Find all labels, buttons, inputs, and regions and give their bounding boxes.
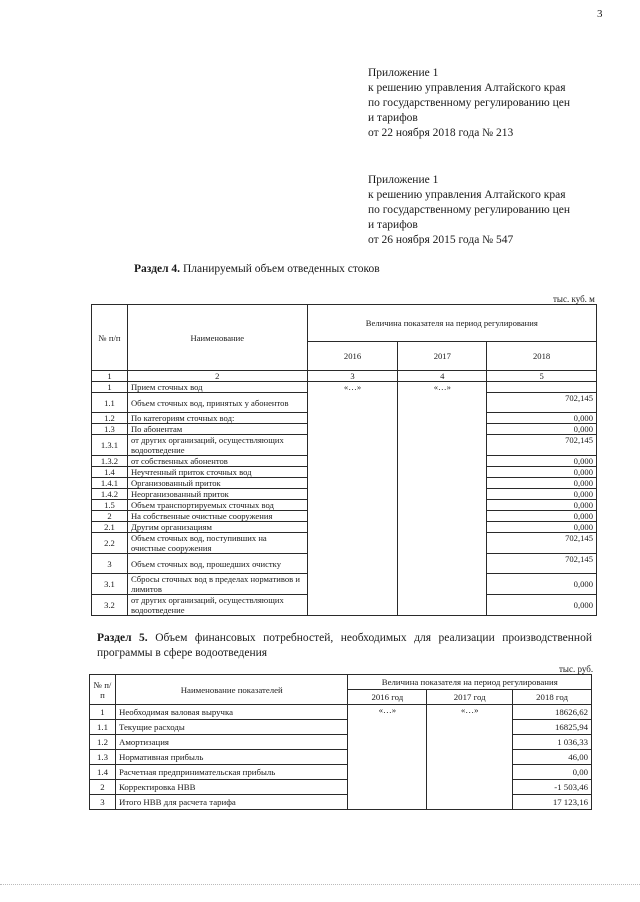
- row-name: от других организаций, осуществляющих водоотведение: [127, 435, 307, 456]
- value-2018: [487, 382, 597, 393]
- value-2018: 1 036,33: [513, 735, 592, 750]
- value-2018: 0,000: [487, 511, 597, 522]
- section5-unit: тыс. руб.: [559, 664, 594, 674]
- value-2017-merged: [427, 705, 513, 810]
- scan-edge-divider: [0, 884, 640, 885]
- value-2018: 702,145: [487, 554, 597, 574]
- value-2018: 18626,62: [513, 705, 592, 720]
- value-2018: 702,145: [487, 393, 597, 413]
- section4-label: Раздел 4.: [134, 263, 181, 275]
- value-2018: 0,000: [487, 424, 597, 435]
- col-header-2017: 2017 год: [427, 690, 513, 705]
- table-row: [90, 795, 592, 810]
- column-number: 3: [307, 371, 398, 382]
- row-name: Объем сточных вод, принятых у абонентов: [127, 393, 307, 413]
- column-number-row: [92, 371, 597, 382]
- row-name: Расчетная предпринимательская прибыль: [115, 765, 348, 780]
- col-header-name: Наименование показателей: [115, 675, 348, 705]
- row-number: 1: [92, 382, 128, 393]
- row-number: 1.3: [90, 750, 116, 765]
- value-2016-merged: [307, 382, 398, 616]
- row-number: 1.1: [92, 393, 128, 413]
- col-header-period: Величина показателя на период регулирования: [307, 305, 596, 342]
- col-header-num: № п/п: [90, 675, 116, 705]
- row-number: 3.2: [92, 595, 128, 616]
- section5-title: Объем финансовых потребностей, необходимых для реализации производственной программы в сфере водоотведения: [97, 632, 592, 659]
- appendix-line: по государственному регулированию цен: [368, 204, 571, 216]
- row-number: 3.1: [92, 574, 128, 595]
- appendix-line: к решению управления Алтайского края: [368, 189, 566, 201]
- table-row: [92, 382, 597, 393]
- value-2017-merged: [398, 382, 487, 616]
- value-2018: 0,00: [513, 765, 592, 780]
- value-2018: 0,000: [487, 413, 597, 424]
- appendix-line: Приложение 1: [368, 174, 439, 186]
- row-number: 2: [92, 511, 128, 522]
- row-name: Организованный приток: [127, 478, 307, 489]
- page-number: 3: [597, 8, 603, 20]
- section5-heading: [97, 631, 592, 661]
- row-name: от собственных абонентов: [127, 456, 307, 467]
- col-header-2016: 2016: [307, 342, 398, 371]
- row-name: Нормативная прибыль: [115, 750, 348, 765]
- row-number: 3: [90, 795, 116, 810]
- row-number: 1.3: [92, 424, 128, 435]
- row-number: 1.4.2: [92, 489, 128, 500]
- col-header-2018: 2018: [487, 342, 597, 371]
- ellipsis: «…»: [460, 705, 479, 715]
- appendix-line: и тарифов: [368, 219, 418, 231]
- value-2018: 0,000: [487, 522, 597, 533]
- appendix-line: Приложение 1: [368, 67, 439, 79]
- column-number: 5: [487, 371, 597, 382]
- row-name: Неучтенный приток сточных вод: [127, 467, 307, 478]
- row-number: 1.4: [92, 467, 128, 478]
- row-name: Амортизация: [115, 735, 348, 750]
- section4-heading: [134, 263, 380, 275]
- value-2018: 17 123,16: [513, 795, 592, 810]
- column-number: 1: [92, 371, 128, 382]
- value-2018: 702,145: [487, 435, 597, 456]
- row-name: Объем сточных вод, прошедших очистку: [127, 554, 307, 574]
- row-name: На собственные очистные сооружения: [127, 511, 307, 522]
- ellipsis: «…»: [343, 382, 362, 392]
- row-number: 3: [92, 554, 128, 574]
- section4-unit: тыс. куб. м: [553, 294, 595, 304]
- row-number: 1.4: [90, 765, 116, 780]
- row-name: от других организаций, осуществляющих водоотведение: [127, 595, 307, 616]
- row-name: Сбросы сточных вод в пределах нормативов и лимитов: [127, 574, 307, 595]
- col-header-2018: 2018 год: [513, 690, 592, 705]
- section4-table: [91, 304, 597, 616]
- row-number: 1.5: [92, 500, 128, 511]
- table-row: [90, 705, 592, 720]
- value-2018: 702,145: [487, 533, 597, 554]
- row-name: Корректировка НВВ: [115, 780, 348, 795]
- value-2018: 0,000: [487, 500, 597, 511]
- section5-table: [89, 674, 592, 810]
- appendix-header-new: [368, 66, 570, 141]
- row-number: 2.2: [92, 533, 128, 554]
- row-number: 1: [90, 705, 116, 720]
- row-name: Неорганизованный приток: [127, 489, 307, 500]
- appendix-line: и тарифов: [368, 112, 418, 124]
- table-row: [90, 720, 592, 735]
- table-row: [90, 765, 592, 780]
- row-name: Необходимая валовая выручка: [115, 705, 348, 720]
- row-number: 1.3.2: [92, 456, 128, 467]
- section4-title: Планируемый объем отведенных стоков: [182, 263, 380, 275]
- col-header-2017: 2017: [398, 342, 487, 371]
- value-2018: 16825,94: [513, 720, 592, 735]
- row-name: Объем сточных вод, поступивших на очистные сооружения: [127, 533, 307, 554]
- row-name: Другим организациям: [127, 522, 307, 533]
- row-name: По абонентам: [127, 424, 307, 435]
- value-2018: 0,000: [487, 467, 597, 478]
- appendix-line: к решению управления Алтайского края: [368, 82, 566, 94]
- col-header-name: Наименование: [127, 305, 307, 371]
- row-name: Текущие расходы: [115, 720, 348, 735]
- value-2018: 0,000: [487, 489, 597, 500]
- appendix-line: по государственному регулированию цен: [368, 97, 571, 109]
- col-header-period: Величина показателя на период регулирования: [348, 675, 592, 690]
- row-name: Объем транспортируемых сточных вод: [127, 500, 307, 511]
- appendix-header-old: [368, 173, 570, 248]
- row-number: 2: [90, 780, 116, 795]
- col-header-num: № п/п: [92, 305, 128, 371]
- table-row: [90, 780, 592, 795]
- row-number: 2.1: [92, 522, 128, 533]
- value-2018: 0,000: [487, 456, 597, 467]
- column-number: 4: [398, 371, 487, 382]
- row-number: 1.1: [90, 720, 116, 735]
- ellipsis: «…»: [378, 705, 397, 715]
- row-number: 1.4.1: [92, 478, 128, 489]
- section5-label: Раздел 5.: [97, 632, 148, 644]
- column-number: 2: [127, 371, 307, 382]
- col-header-2016: 2016 год: [348, 690, 427, 705]
- table-row: [90, 750, 592, 765]
- row-name: Прием сточных вод: [127, 382, 307, 393]
- row-name: По категориям сточных вод:: [127, 413, 307, 424]
- value-2018: 46,00: [513, 750, 592, 765]
- value-2018: 0,000: [487, 595, 597, 616]
- ellipsis: «…»: [433, 382, 451, 392]
- row-number: 1.3.1: [92, 435, 128, 456]
- value-2016-merged: [348, 705, 427, 810]
- value-2018: 0,000: [487, 574, 597, 595]
- row-number: 1.2: [92, 413, 128, 424]
- table-row: [90, 735, 592, 750]
- appendix-line: от 26 ноября 2015 года № 547: [368, 234, 514, 246]
- value-2018: 0,000: [487, 478, 597, 489]
- row-name: Итого НВВ для расчета тарифа: [115, 795, 348, 810]
- appendix-line: от 22 ноября 2018 года № 213: [368, 127, 514, 139]
- row-number: 1.2: [90, 735, 116, 750]
- value-2018: -1 503,46: [513, 780, 592, 795]
